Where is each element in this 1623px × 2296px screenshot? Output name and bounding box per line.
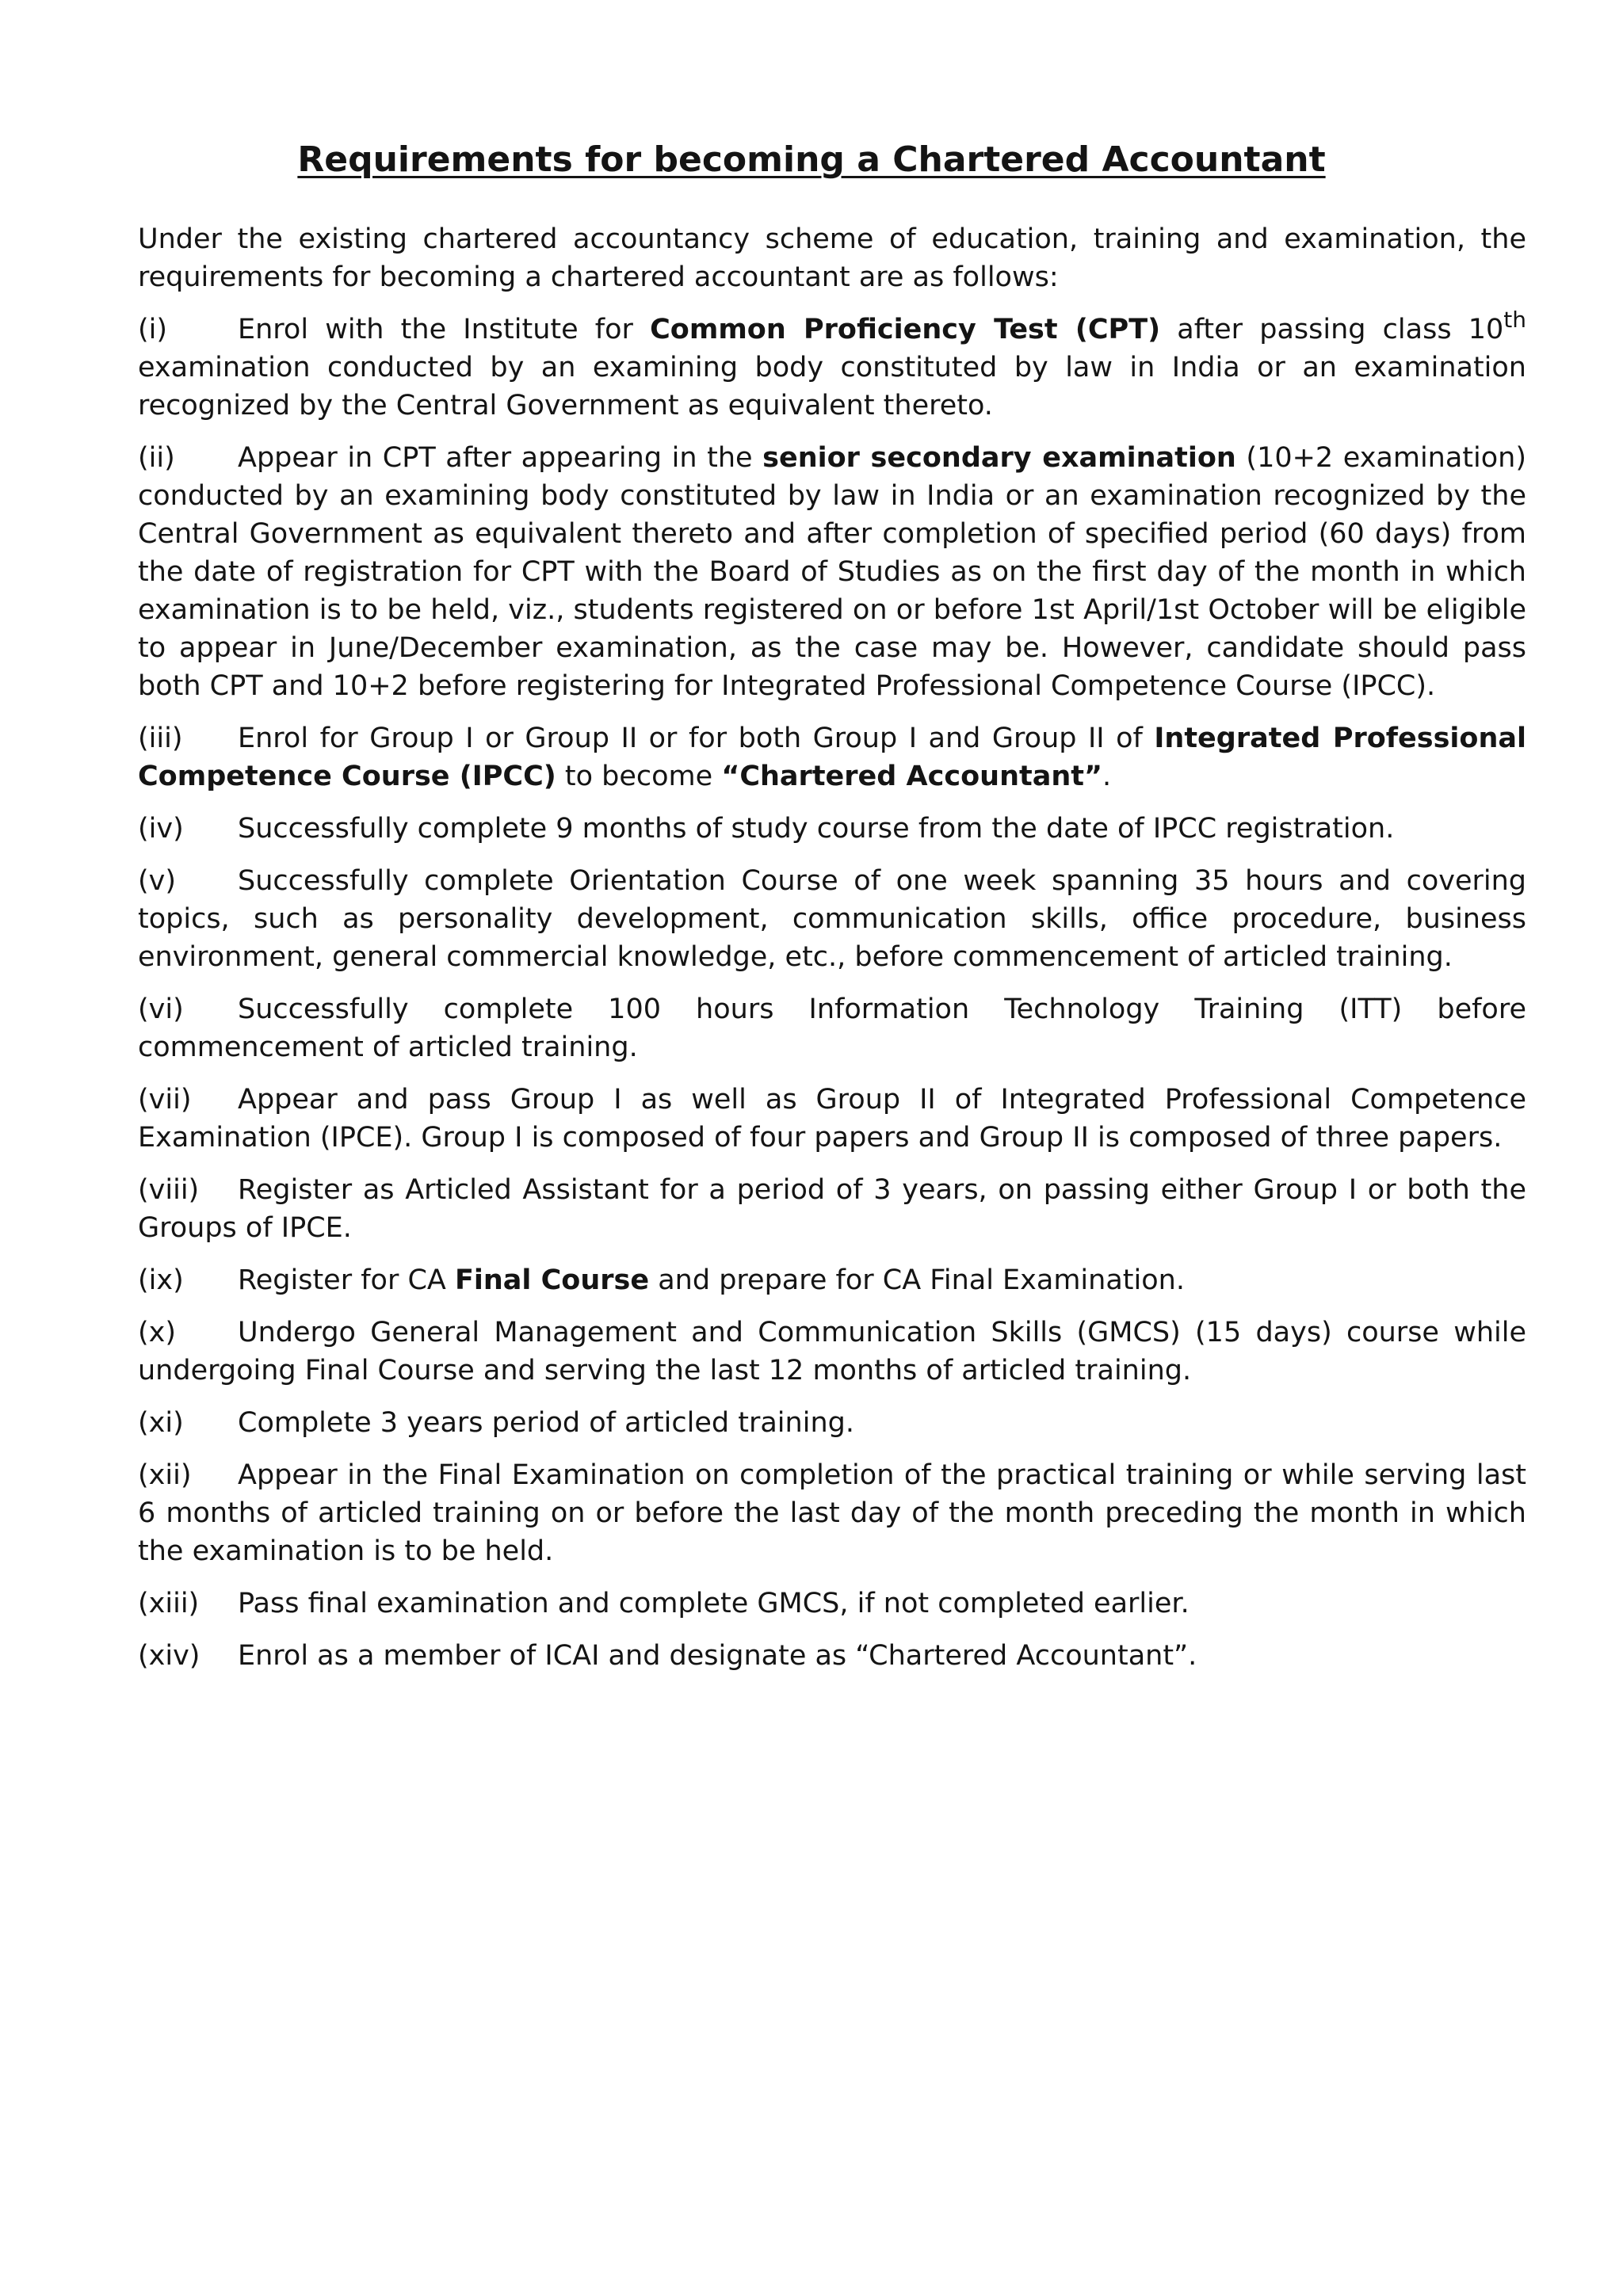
item-number: (xiii) [138, 1588, 200, 1619]
item-text: Successfully complete Orientation Course of one week spanning 35 hours and covering topics, such as personality development, communication skills, office procedure, business environment, general commercial knowledge, etc., before commencement of articled training. [138, 865, 1526, 973]
list-item [138, 1314, 1526, 1390]
item-number: (iv) [138, 813, 184, 845]
item-text: to become [556, 761, 722, 792]
document-body [138, 220, 1526, 1689]
item-number: (xii) [138, 1459, 192, 1491]
item-bold-text: Integrated Professional Competence Course (IPCC) [138, 723, 1526, 792]
item-number: (viii) [138, 1174, 200, 1206]
item-text: Successfully complete 100 hours Information Technology Training (ITT) before commencement of articled training. [138, 994, 1526, 1063]
item-bold-text: Final Course [454, 1264, 650, 1296]
item-number: (ii) [138, 442, 175, 474]
item-number: (v) [138, 865, 177, 897]
item-text: Appear and pass Group I as well as Group II of Integrated Professional Competence Examination (IPCE). Group I is composed of four papers and Group II is composed of three papers. [138, 1084, 1526, 1154]
list-item [138, 439, 1526, 705]
item-text: (10+2 examination) conducted by an examining body constituted by law in India or an examination recognized by the Central Government as equivalent thereto and after completion of specified period (60 days) from the date of registration for CPT with the Board of Studies as on the first day of the month in which examination is to be held, viz., students registered on or before 1st April/1st October will be eligible to appear in June/December examination, as the case may be. However, candidate should pass both CPT and 10+2 before registering for Integrated Professional Competence Course (IPCC). [138, 442, 1527, 702]
item-text: after passing class 10 [1160, 314, 1504, 345]
item-number: (xi) [138, 1407, 184, 1439]
list-item [138, 1171, 1526, 1247]
item-text: Undergo General Management and Communication Skills (GMCS) (15 days) course while undergoing Final Course and serving the last 12 months of articled training. [138, 1317, 1526, 1386]
list-item [138, 1456, 1526, 1570]
item-number: (iii) [138, 723, 183, 754]
item-text: Pass final examination and complete GMCS, if not completed earlier. [238, 1588, 1190, 1619]
item-number: (xiv) [138, 1640, 200, 1672]
item-bold-text: senior secondary examination [762, 442, 1236, 474]
item-text: Register as Articled Assistant for a period of 3 years, on passing either Group I or both the Groups of IPCE. [138, 1174, 1526, 1244]
page-title: Requirements for becoming a Chartered Accountant [297, 139, 1326, 180]
list-item [138, 1261, 1526, 1299]
list-item [138, 990, 1526, 1066]
item-text: . [1102, 761, 1112, 792]
item-text: Appear in CPT after appearing in the [238, 442, 763, 474]
list-item [138, 862, 1526, 976]
item-number: (ix) [138, 1264, 184, 1296]
item-bold-text: Common Proficiency Test (CPT) [650, 314, 1161, 345]
item-text: Complete 3 years period of articled training. [238, 1407, 854, 1439]
list-item [138, 307, 1527, 425]
item-bold-text: “Chartered Accountant” [721, 761, 1102, 792]
list-item [138, 810, 1526, 848]
item-number: (vi) [138, 994, 184, 1025]
item-text: and prepare for CA Final Examination. [649, 1264, 1185, 1296]
item-number: (x) [138, 1317, 177, 1348]
item-text: Enrol with the Institute for [238, 314, 651, 345]
list-item [138, 1081, 1526, 1157]
item-text: Enrol as a member of ICAI and designate as “Chartered Accountant”. [238, 1640, 1197, 1672]
list-item [138, 719, 1526, 795]
intro-paragraph: Under the existing chartered accountancy scheme of education, training and examination, the requirements for becoming a chartered accountant are as follows: [138, 223, 1526, 293]
item-text: Appear in the Final Examination on completion of the practical training or while serving last 6 months of articled training on or before the last day of the month preceding the month in which the examination is to be held. [138, 1459, 1526, 1567]
list-item [138, 1637, 1526, 1675]
list-item [138, 1404, 1526, 1442]
item-text: examination conducted by an examining body constituted by law in India or an examination recognized by the Central Government as equivalent thereto. [138, 352, 1526, 421]
item-text: Enrol for Group I or Group II or for both Group I and Group II of [238, 723, 1155, 754]
item-text: Successfully complete 9 months of study course from the date of IPCC registration. [238, 813, 1395, 845]
item-text: Register for CA [238, 1264, 455, 1296]
superscript: th [1503, 307, 1527, 333]
item-number: (vii) [138, 1084, 192, 1116]
item-number: (i) [138, 314, 168, 345]
list-item [138, 1585, 1526, 1623]
